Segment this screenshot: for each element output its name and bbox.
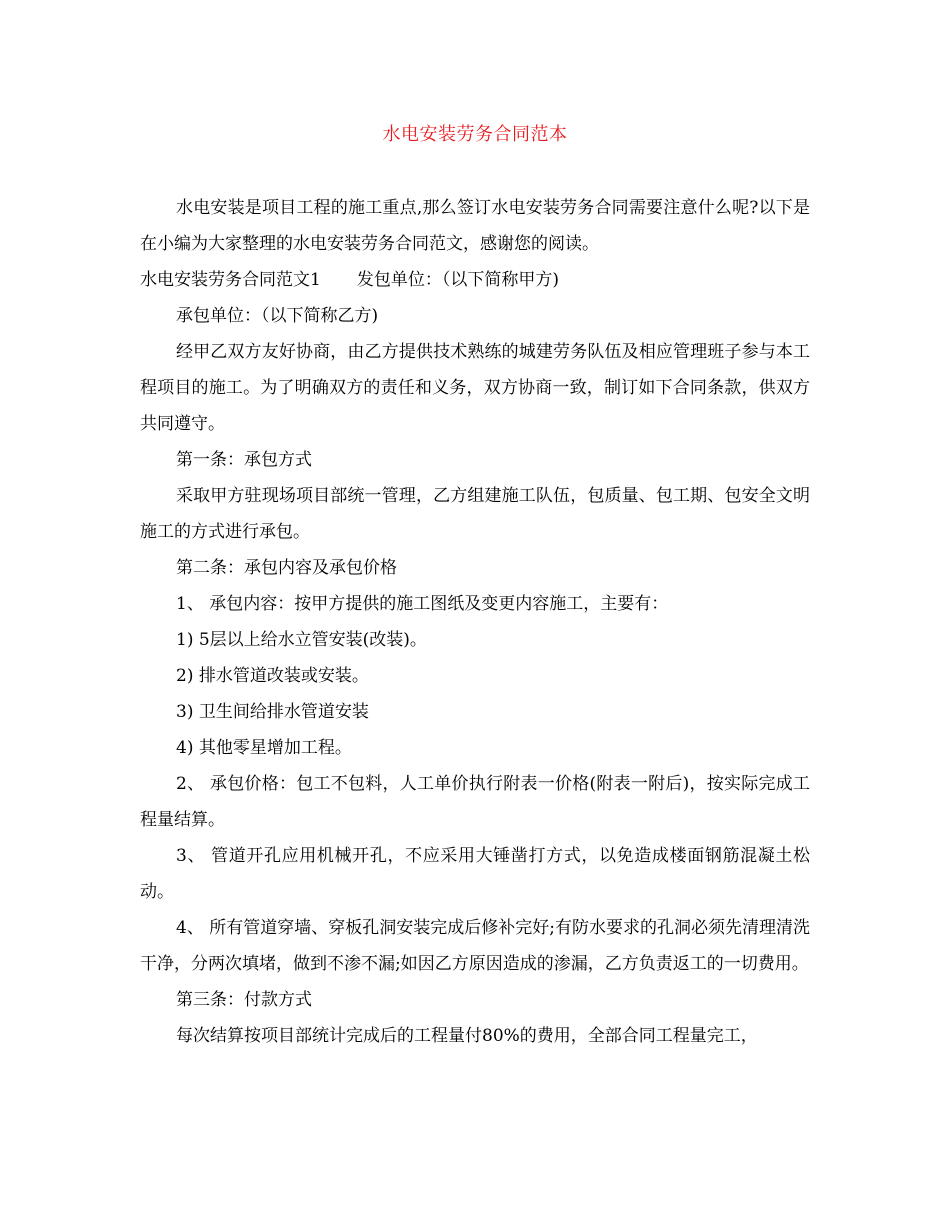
- article-2-subitem-4: 4) 其他零星增加工程。: [176, 738, 352, 758]
- article-3-text: 每次结算按项目部统计完成后的工程量付80%的费用，全部合同工程量完工，: [176, 1026, 758, 1046]
- document-body: [140, 190, 810, 1054]
- party-a-label: 发包单位：（以下简称甲方): [356, 270, 559, 290]
- document-title: 水电安装劳务合同范本: [382, 124, 568, 145]
- article-2-subitem-2: 2) 排水管道改装或安装。: [176, 666, 369, 686]
- party-b-label: 承包单位：（以下简称乙方): [176, 306, 379, 326]
- article-3-title: 第三条：付款方式: [176, 990, 312, 1010]
- article-2-subitem-3: 3) 卫生间给排水管道安装: [176, 702, 369, 722]
- article-2-item-1: 1、 承包内容：按甲方提供的施工图纸及变更内容施工，主要有：: [176, 594, 669, 614]
- sample-heading: 水电安装劳务合同范文1: [140, 270, 321, 290]
- preamble-paragraph: 经甲乙双方友好协商，由乙方提供技术熟练的城建劳务队伍及相应管理班子参与本工程项目的施工。为了明确双方的责任和义务，双方协商一致，制订如下合同条款，供双方共同遵守。: [140, 342, 810, 434]
- article-2-item-3: 3、 管道开孔应用机械开孔，不应采用大锤凿打方式，以免造成楼面钢筋混凝土松动。: [140, 846, 810, 902]
- article-2-subitem-1: 1) 5层以上给水立管安装(改装)。: [176, 630, 427, 650]
- article-1-title: 第一条：承包方式: [176, 450, 312, 470]
- article-1-text: 采取甲方驻现场项目部统一管理，乙方组建施工队伍，包质量、包工期、包安全文明施工的方式进行承包。: [140, 486, 810, 542]
- article-2-item-4: 4、 所有管道穿墙、穿板孔洞安装完成后修补完好;有防水要求的孔洞必须先清理清洗干净，分两次填堵，做到不渗不漏;如因乙方原因造成的渗漏，乙方负责返工的一切费用。: [140, 918, 810, 974]
- sample-heading-line: [140, 262, 810, 298]
- article-2-item-2: 2、 承包价格：包工不包料，人工单价执行附表一价格(附表一附后)，按实际完成工程量结算。: [140, 774, 810, 830]
- intro-paragraph: 水电安装是项目工程的施工重点,那么签订水电安装劳务合同需要注意什么呢?以下是在小编为大家整理的水电安装劳务合同范文，感谢您的阅读。: [140, 198, 810, 254]
- article-2-title: 第二条：承包内容及承包价格: [176, 558, 397, 578]
